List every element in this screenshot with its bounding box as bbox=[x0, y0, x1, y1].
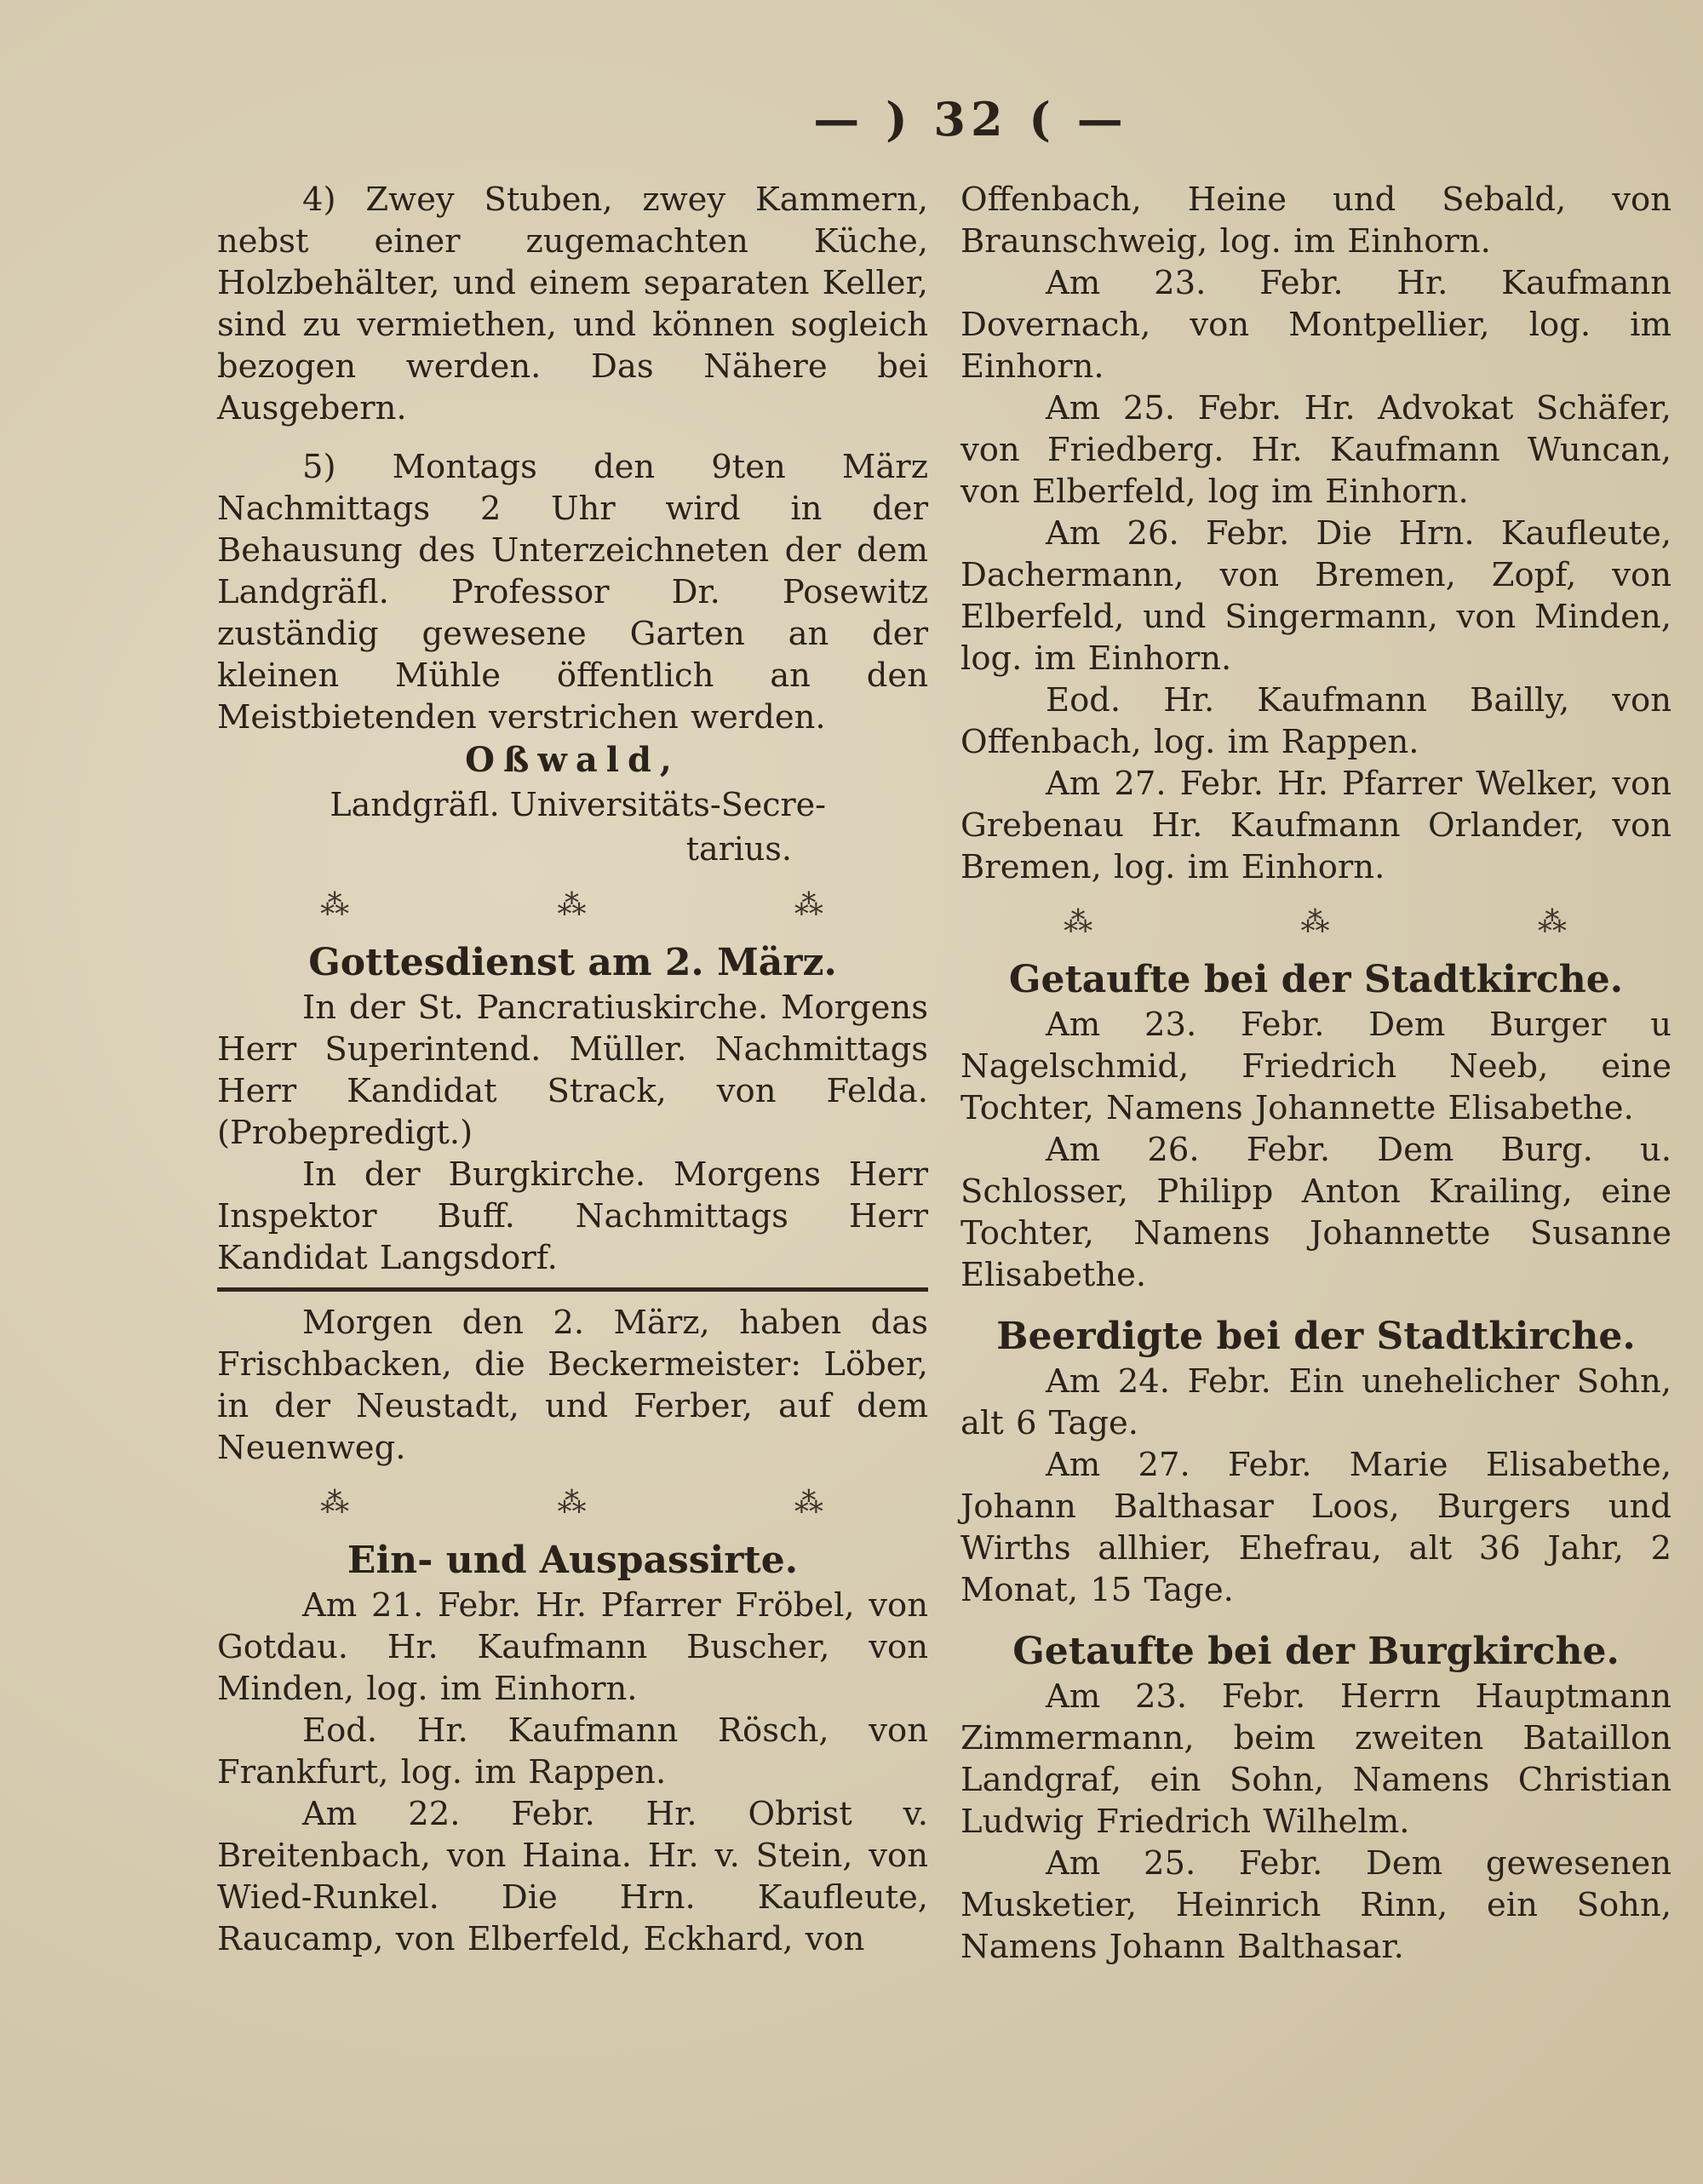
baptism-entry: Am 23. Febr. Herrn Hauptmann Zimmermann, beim zweiten Bataillon Landgraf, ein Sohn, Namens Christian Ludwig Friedrich Wilhelm. bbox=[960, 1677, 1671, 1841]
section-heading-baptisms-city: Getaufte bei der Stadtkirche. bbox=[1008, 958, 1624, 1001]
asterism-icon: ⁂ bbox=[320, 1486, 352, 1520]
asterism-icon: ⁂ bbox=[1537, 905, 1568, 939]
traveller-entry: Am 22. Febr. Hr. Obrist v. Breitenbach, von Haina. Hr. v. Stein, von Wied-Runkel. Die Hrn. Kaufleute, Raucamp, von Elberfeld, Eckhard, von bbox=[217, 1795, 928, 1958]
traveller-entry: Am 21. Febr. Hr. Pfarrer Fröbel, von Gotdau. Hr. Kaufmann Buscher, von Minden, log. im Einhorn. bbox=[217, 1586, 928, 1708]
signature-name: Oßwald, bbox=[465, 740, 680, 780]
asterism-icon: ⁂ bbox=[320, 888, 352, 922]
traveller-entry: Eod. Hr. Kaufmann Bailly, von Offenbach, log. im Rappen. bbox=[960, 681, 1671, 761]
section-heading-baptisms-castle: Getaufte bei der Burgkirche. bbox=[1012, 1630, 1620, 1673]
burial-entry: Am 24. Febr. Ein unehelicher Sohn, alt 6 Tage. bbox=[960, 1362, 1671, 1442]
ornament-divider bbox=[217, 871, 928, 939]
advertisement-5: 5) Montags den 9ten März Nachmittags 2 Uhr wird in der Behausung des Unterzeichneten der dem Landgräfl. Professor Dr. Posewitz zuständig gewesene Garten an der kleinen Mühle öffentlich an den Meistbietenden verstrichen werden. bbox=[217, 448, 928, 737]
asterism-icon: ⁂ bbox=[794, 888, 825, 922]
signature-title-cont: tarius. bbox=[685, 830, 792, 868]
section-heading-burials: Beerdigte bei der Stadtkirche. bbox=[996, 1315, 1636, 1358]
bakers-notice: Morgen den 2. März, haben das Frischbacken, die Beckermeister: Löber, in der Neustadt, und Ferber, auf dem Neuenweg. bbox=[217, 1304, 928, 1467]
traveller-entry: Am 25. Febr. Hr. Advokat Schäfer, von Friedberg. Hr. Kaufmann Wuncan, von Elberfeld, log im Einhorn. bbox=[960, 389, 1671, 511]
page-number: — ) 32 ( — bbox=[813, 92, 1128, 146]
left-column bbox=[217, 179, 928, 1960]
traveller-entry: Am 27. Febr. Hr. Pfarrer Welker, von Grebenau Hr. Kaufmann Orlander, von Bremen, log. im Einhorn. bbox=[960, 765, 1671, 886]
traveller-entry: Am 23. Febr. Hr. Kaufmann Dovernach, von Montpellier, log. im Einhorn. bbox=[960, 264, 1671, 386]
ornament-divider bbox=[960, 888, 1671, 956]
baptism-entry: Am 23. Febr. Dem Burger u Nagelschmid, Friedrich Neeb, eine Tochter, Namens Johannette Elisabethe. bbox=[960, 1006, 1671, 1127]
asterism-icon: ⁂ bbox=[557, 888, 588, 922]
section-heading-services: Gottesdienst am 2. März. bbox=[308, 941, 837, 984]
service-entry: In der St. Pancratiuskirche. Morgens Herr Superintend. Müller. Nachmittags Herr Kandidat Strack, von Felda. (Probepredigt.) bbox=[217, 989, 928, 1152]
advertisement-4: 4) Zwey Stuben, zwey Kammern, nebst einer zugemachten Küche, Holzbehälter, und einem separaten Keller, sind zu vermiethen, und können sogleich bezogen werden. Das Nähere bei Ausgebern. bbox=[217, 181, 928, 427]
section-heading-travellers: Ein- und Auspassirte. bbox=[347, 1539, 799, 1582]
traveller-entry-continued: Offenbach, Heine und Sebald, von Braunschweig, log. im Einhorn. bbox=[960, 181, 1671, 261]
service-entry: In der Burgkirche. Morgens Herr Inspektor Buff. Nachmittags Herr Kandidat Langsdorf. bbox=[217, 1155, 928, 1277]
baptism-entry: Am 26. Febr. Dem Burg. u. Schlosser, Philipp Anton Krailing, eine Tochter, Namens Johannette Susanne Elisabethe. bbox=[960, 1131, 1671, 1294]
signature-title: Landgräfl. Universitäts-Secre- bbox=[330, 786, 826, 823]
asterism-icon: ⁂ bbox=[794, 1486, 825, 1520]
right-column bbox=[960, 179, 1671, 1968]
traveller-entry: Am 26. Febr. Die Hrn. Kaufleute, Dachermann, von Bremen, Zopf, von Elberfeld, und Singermann, von Minden, log. im Einhorn. bbox=[960, 514, 1671, 678]
baptism-entry: Am 25. Febr. Dem gewesenen Musketier, Heinrich Rinn, ein Sohn, Namens Johann Balthasar. bbox=[960, 1844, 1671, 1966]
traveller-entry: Eod. Hr. Kaufmann Rösch, von Frankfurt, log. im Rappen. bbox=[217, 1711, 928, 1791]
ornament-divider bbox=[217, 1469, 928, 1537]
horizontal-rule bbox=[217, 1287, 928, 1292]
asterism-icon: ⁂ bbox=[557, 1486, 588, 1520]
asterism-icon: ⁂ bbox=[1300, 905, 1332, 939]
asterism-icon: ⁂ bbox=[1064, 905, 1095, 939]
burial-entry: Am 27. Febr. Marie Elisabethe, Johann Balthasar Loos, Burgers und Wirths allhier, Ehefrau, alt 36 Jahr, 2 Monat, 15 Tage. bbox=[960, 1446, 1671, 1609]
